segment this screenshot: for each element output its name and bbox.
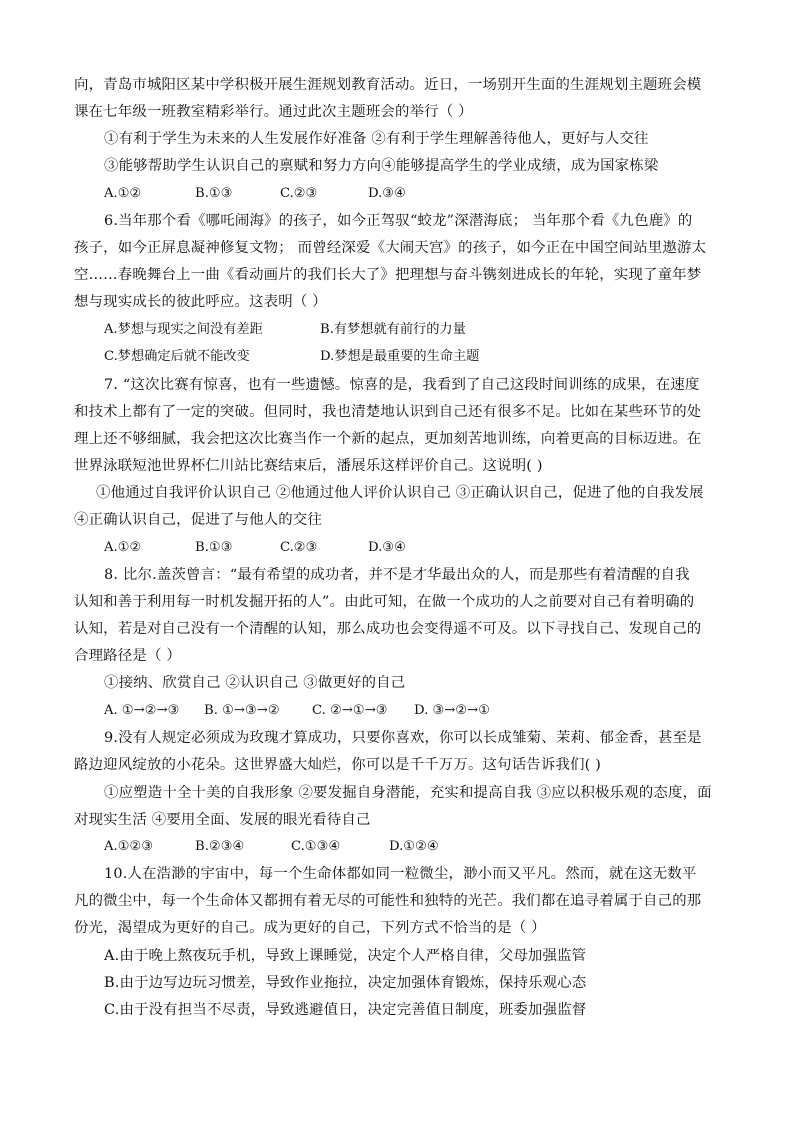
intro-statement-1: ①有利于学生为未来的人生发展作好准备 ②有利于学生理解善待他人，更好与人交往: [104, 131, 649, 147]
q10-line-2: 凡的微尘中，每一个生命体又都拥有着无尽的可能性和独特的光芒。我们都在追寻着属于自己的那: [74, 893, 702, 909]
option-a: A.①②: [104, 186, 142, 201]
q7-statement-1: ①他通过自我评价认识自己 ②他通过他人评价认识自己 ③正确认识自己，促进了他的自我发展: [96, 485, 704, 501]
q8-line-4: 合理路径是（ ）: [74, 648, 181, 664]
q10-line-3: 份光，渴望成为更好的自己。成为更好的自己，下列方式不恰当的是（ ）: [74, 920, 546, 936]
intro-line-1: 向，青岛市城阳区某中学积极开展生涯规划教育活动。近日，一场别开生面的生涯规划主题班会模: [74, 77, 702, 93]
q8-option-b: B. ①→③→②: [204, 703, 280, 718]
q6-line-4: 想与现实成长的彼此呼应。这表明（ ）: [74, 294, 327, 310]
q8-line-3: 认知，若是对自己没有一个清醒的认知，那么成功也会变得遥不可及。以下寻找自己、发现自己的: [74, 621, 702, 637]
q7-option-b: B.①③: [195, 540, 233, 555]
q7-line-1: 7. “这次比赛有惊喜，也有一些遗憾。惊喜的是，我看到了自己这段时间训练的成果，在速度: [104, 377, 700, 393]
q8-option-d: D. ③→②→①: [414, 703, 491, 718]
q9-line-2: 路边迎风绽放的小花朵。这世界盛大灿烂，你可以是千千万万。这句话告诉我们( ): [74, 757, 602, 773]
q9-statement-2: 对现实生活 ④要用全面、发展的眼光看待自己: [74, 812, 371, 828]
q8-line-2: 认知和善于利用每一时机发掘开拓的人”。由此可知，在做一个成功的人之前要对自己有着明确的: [74, 594, 695, 610]
q9-option-c: C.①③④: [291, 839, 341, 854]
q8-option-c: C. ②→①→③: [312, 703, 388, 718]
q10-option-c: C.由于没有担当不尽责，导致逃避值日，决定完善值日制度，班委加强监督: [104, 1002, 587, 1018]
q7-line-3: 理上还不够细腻，我会把这次比赛当作一个新的起点，更加刻苦地训练，向着更高的目标迈进。在: [74, 431, 702, 447]
option-b: B.①③: [195, 186, 233, 201]
intro-statement-2: ③能够帮助学生认识自己的禀赋和努力方向④能够提高学生的学业成绩，成为国家栋梁: [104, 158, 659, 174]
q7-option-c: C.②③: [280, 540, 318, 555]
q9-line-1: 9.没有人规定必须成为玫瑰才算成功，只要你喜欢，你可以长成雏菊、茉莉、郁金香，甚至是: [104, 730, 702, 746]
q6-line-3: 空……春晚舞台上一曲《看动画片的我们长大了》把理想与奋斗镌刻进成长的年轮，实现了童年梦: [74, 267, 702, 283]
q9-statement-1: ①应塑造十全十美的自我形象 ②要发掘自身潜能，充实和提高自我 ③应以积极乐观的态度，面: [104, 785, 712, 801]
q10-option-a: A.由于晚上熬夜玩手机，导致上课睡觉，决定个人严格自律，父母加强监管: [104, 948, 587, 964]
q6-line-1: 6.当年那个看《哪吒闹海》的孩子，如今正驾驭“蛟龙”深潜海底； 当年那个看《九色鹿》的: [104, 213, 693, 229]
q6-line-2: 孩子，如今正屏息凝神修复文物； 而曾经深爱《大闹天宫》的孩子，如今正在中国空间站里遨游太: [74, 240, 707, 256]
intro-line-2: 课在七年级一班教室精彩举行。通过此次主题班会的举行（ ）: [74, 104, 473, 120]
q10-line-1: 10.人在浩渺的宇宙中，每一个生命体都如同一粒微尘，渺小而又平凡。然而，就在这无数平: [104, 866, 697, 882]
q9-option-b: B.②③④: [195, 839, 245, 854]
q7-option-d: D.③④: [368, 540, 406, 555]
q6-option-b: B.有梦想就有前行的力量: [320, 322, 466, 337]
q8-statement-1: ①接纳、欣赏自己 ②认识自己 ③做更好的自己: [104, 675, 406, 691]
q7-option-a: A.①②: [104, 540, 142, 555]
option-d: D.③④: [368, 186, 406, 201]
q6-option-a: A.梦想与现实之间没有差距: [104, 322, 263, 337]
q8-line-1: 8. 比尔.盖茨曾言：“最有希望的成功者，并不是才华最出众的人，而是那些有着清醒的自我: [104, 567, 690, 583]
option-c: C.②③: [280, 186, 318, 201]
q7-statement-2: ④正确认识自己，促进了与他人的交往: [74, 512, 323, 528]
q7-line-2: 和技术上都有了一定的突破。但同时，我也清楚地认识到自己还有很多不足。比如在某些环节的处: [74, 404, 702, 420]
q9-option-d: D.①②④: [389, 839, 439, 854]
q7-line-4: 世界泳联短池世界杯仁川站比赛结束后，潘展乐这样评价自己。这说明( ): [74, 458, 543, 474]
q8-option-a: A. ①→②→③: [104, 703, 180, 718]
q6-option-c: C.梦想确定后就不能改变: [104, 349, 250, 364]
q9-option-a: A.①②③: [104, 839, 154, 854]
q10-option-b: B.由于边写边玩习惯差，导致作业拖拉，决定加强体育锻炼，保持乐观心态: [104, 975, 587, 991]
q6-option-d: D.梦想是最重要的生命主题: [320, 349, 480, 364]
